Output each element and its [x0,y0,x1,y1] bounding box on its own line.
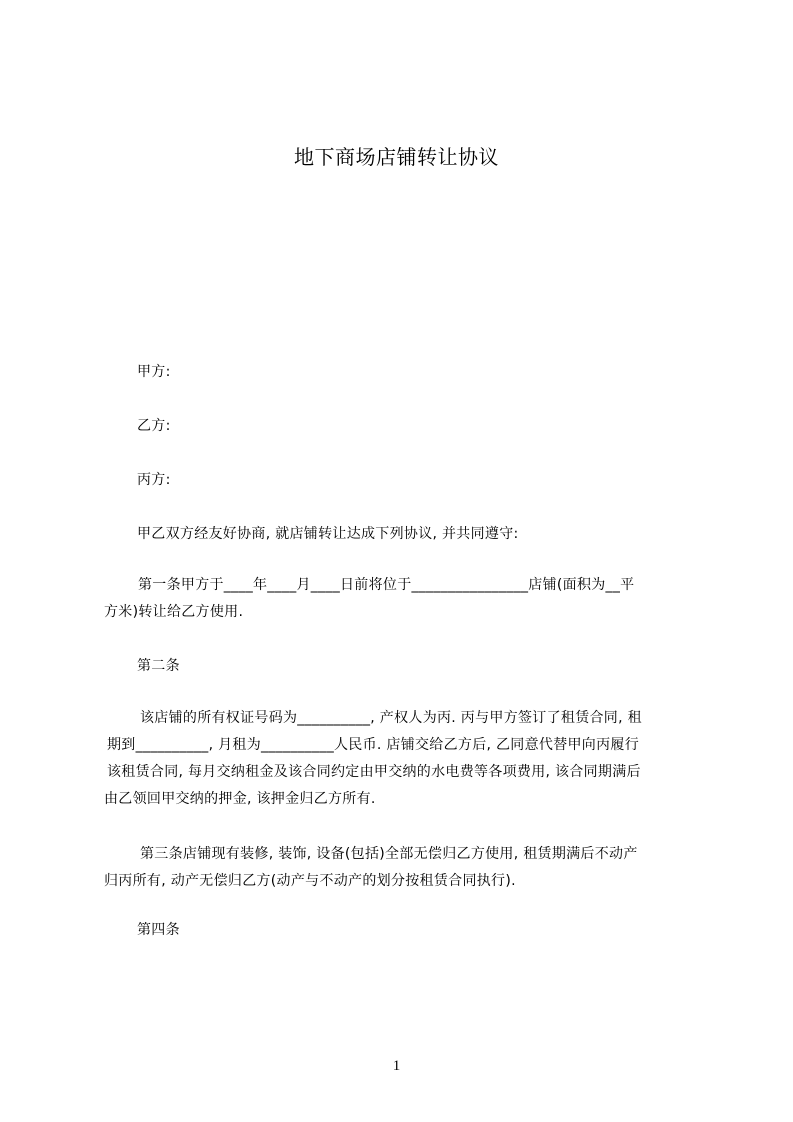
article-2-line: 该租赁合同, 每月交纳租金及该合同约定由甲交纳的水电费等各项费用, 该合同期满后 [107,764,641,780]
article-1-paragraph [104,572,634,626]
party-b-label: 乙方: [137,418,171,434]
article-2-heading: 第二条 [137,658,180,674]
party-a-label: 甲方: [137,364,171,380]
party-c-label: 丙方: [137,472,171,488]
article-1-line: 第一条甲方于____年____月____日前将位于________________店铺(面积为__平 [138,577,635,593]
article-4-heading: 第四条 [137,922,180,938]
article-3-line: 第三条店铺现有装修, 装饰, 设备(包括)全部无偿归乙方使用, 租赁期满后不动产 [140,846,638,862]
article-3-paragraph [104,841,638,895]
article-2-line: 期到__________, 月租为__________人民币. 店铺交给乙方后, 乙同意代替甲向丙履行 [107,737,639,753]
article-2-paragraph [104,705,642,813]
article-2-line: 该店铺的所有权证号码为__________, 产权人为丙. 丙与甲方签订了租赁合同, 租 [140,710,642,726]
article-2-line: 由乙领回甲交纳的押金, 该押金归乙方所有. [104,791,376,807]
article-1-line: 方米)转让给乙方使用. [104,604,244,620]
intro-paragraph: 甲乙双方经友好协商, 就店铺转让达成下列协议, 并共同遵守: [137,526,519,542]
document-title: 地下商场店铺转让协议 [294,145,499,169]
page-number: 1 [392,1058,401,1074]
article-3-line: 归丙所有, 动产无偿归乙方(动产与不动产的划分按租赁合同执行). [104,873,516,889]
